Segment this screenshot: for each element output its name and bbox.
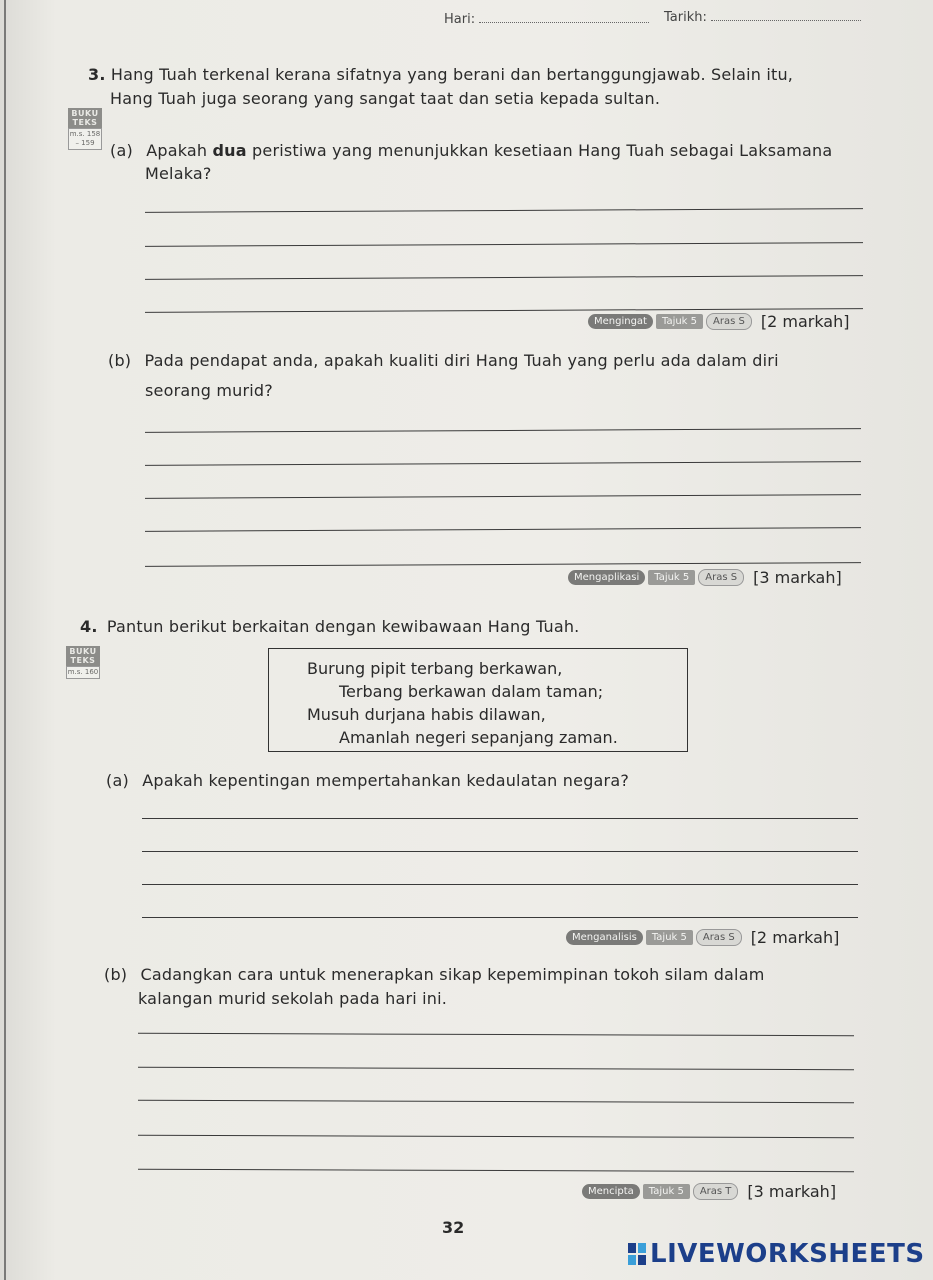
q4-bukuteks-badge [66,646,100,679]
q3-ref-pages: m.s. 158 – 159 [68,128,102,150]
q3b-question-line1 [108,350,779,372]
q4a-label: (a) [106,771,129,790]
q4b-question-line2: kalangan murid sekolah pada hari ini. [138,989,448,1008]
q3b-label: (b) [108,351,132,370]
q3-bukuteks-badge [68,108,102,150]
brand-text: LIVEWORKSHEETS [650,1239,925,1269]
q3a-topic-tag: Tajuk 5 [656,314,703,329]
tarikh-blank[interactable] [711,20,861,21]
q4a-skill-tag: Menganalisis [566,930,643,945]
q3a-answer-line-3[interactable] [145,275,863,280]
pantun-line-1: Burung pipit terbang berkawan, [307,659,563,678]
q4b-text1: Cadangkan cara untuk menerapkan sikap kepemimpinan tokoh silam dalam [140,965,765,984]
tarikh-label: Tarikh: [664,10,707,25]
q3a-skill-tag: Mengingat [588,314,653,329]
q3b-answer-line-1[interactable] [145,428,861,433]
q3b-answer-line-3[interactable] [145,494,861,499]
liveworksheets-brand[interactable] [628,1239,925,1269]
q4a-topic-tag: Tajuk 5 [646,930,693,945]
q3-intro-line2: Hang Tuah juga seorang yang sangat taat dan setia kepada sultan. [110,89,661,108]
q3a-text-after: peristiwa yang menunjukkan kesetiaan Hang Tuah sebagai Laksamana [246,141,833,160]
pantun-box [268,648,688,752]
q3b-answer-line-2[interactable] [145,461,861,466]
q4b-topic-tag: Tajuk 5 [643,1184,690,1199]
q4b-answer-line-1[interactable] [138,1033,854,1036]
pantun-line-3: Musuh durjana habis dilawan, [307,705,546,724]
q3a-tag-row [588,312,850,331]
q3a-question-line1 [110,140,832,162]
q4a-answer-line-2[interactable] [142,851,858,852]
q4b-tag-row [582,1182,836,1201]
page-edge [4,0,6,1280]
q3-number: 3. [88,65,106,84]
q3b-text1: Pada pendapat anda, apakah kualiti diri Hang Tuah yang perlu ada dalam diri [144,351,779,370]
q3-intro-text1: Hang Tuah terkenal kerana sifatnya yang berani dan bertanggungjawab. Selain itu, [110,65,794,84]
q4a-answer-line-1[interactable] [142,818,858,819]
q4a-level-tag: Aras S [696,929,742,946]
pantun-line-4: Amanlah negeri sepanjang zaman. [339,728,618,747]
q4b-level-tag: Aras T [693,1183,739,1200]
hari-label: Hari: [444,12,476,27]
q4b-label: (b) [104,965,128,984]
q4-number: 4. [80,617,98,636]
q4b-answer-line-5[interactable] [138,1169,854,1172]
q3a-marks: [2 markah] [760,312,850,331]
q3a-text-bold: dua [212,141,247,160]
q3a-answer-line-2[interactable] [145,242,863,247]
q4b-skill-tag: Mencipta [582,1184,640,1199]
liveworksheets-logo-icon [628,1243,646,1265]
q4a-text: Apakah kepentingan mempertahankan kedaulatan negara? [142,771,630,790]
q4b-question-line1 [104,964,765,986]
q4a-question [106,770,629,792]
q4-intro [80,616,579,638]
hari-blank[interactable] [479,22,649,23]
pantun-line-2: Terbang berkawan dalam taman; [339,682,604,701]
q3b-topic-tag: Tajuk 5 [648,570,695,585]
q4b-answer-line-3[interactable] [138,1100,854,1103]
bukuteks-title: BUKU TEKS [68,108,102,128]
q4-intro-text: Pantun berikut berkaitan dengan kewibawaan Hang Tuah. [106,617,580,636]
q3b-answer-line-4[interactable] [145,527,861,532]
q4a-answer-line-4[interactable] [142,917,858,918]
q4b-marks: [3 markah] [747,1182,837,1201]
q3a-text-before: Apakah [146,141,213,160]
q3a-question-line2: Melaka? [145,164,212,183]
q3a-answer-line-1[interactable] [145,208,863,213]
hari-field [444,12,649,27]
q3-intro-line1 [88,64,793,86]
q4a-tag-row [566,928,839,947]
q4a-answer-line-3[interactable] [142,884,858,885]
q3b-answer-line-5[interactable] [145,562,861,567]
tarikh-field [664,10,861,25]
q3b-question-line2: seorang murid? [145,381,273,400]
q4b-answer-line-2[interactable] [138,1067,854,1070]
q4a-marks: [2 markah] [750,928,840,947]
q3b-skill-tag: Mengaplikasi [568,570,645,585]
q3b-level-tag: Aras S [698,569,744,586]
q4-bukuteks-title: BUKU TEKS [66,646,100,666]
q3a-level-tag: Aras S [706,313,752,330]
page-number: 32 [442,1218,465,1237]
q4-ref-pages: m.s. 160 [66,666,100,679]
q3b-marks: [3 markah] [753,568,842,587]
q4b-answer-line-4[interactable] [138,1135,854,1138]
q3a-label: (a) [110,141,133,160]
q3b-tag-row [568,568,842,587]
